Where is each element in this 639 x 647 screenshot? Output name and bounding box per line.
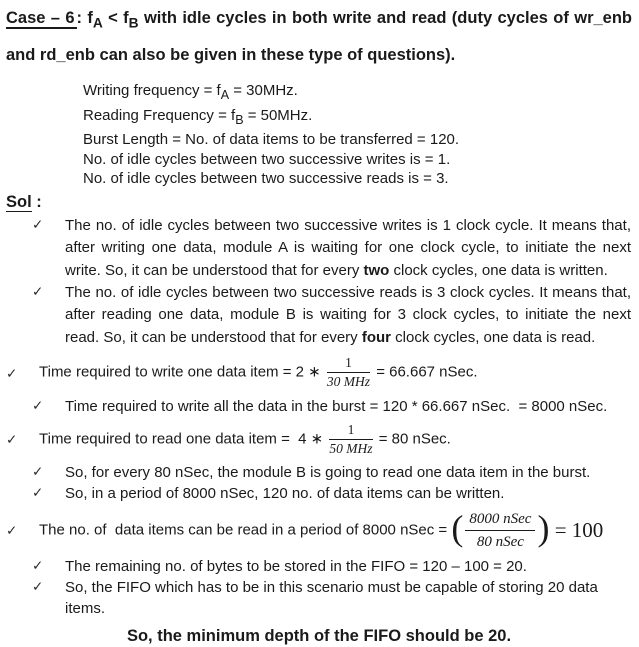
checkmark-icon: ✓ <box>32 284 44 300</box>
given-text: Reading Frequency = f <box>83 106 236 124</box>
fraction-denominator: 30 MHz <box>326 374 371 390</box>
checkmark-icon: ✓ <box>32 484 44 500</box>
page-title <box>6 2 632 72</box>
math-result: = 100 <box>549 517 604 542</box>
given-writing-frequency <box>83 81 632 106</box>
freq-b-subscript: B <box>128 15 139 31</box>
step-text <box>39 352 632 393</box>
checkmark-icon: ✓ <box>32 463 44 479</box>
solution-step-1 <box>32 215 632 282</box>
case-label-underlined: Case – 6 <box>6 9 75 27</box>
solution-step-5 <box>6 419 632 460</box>
step-text <box>65 282 632 349</box>
given-idle-write-cycles: No. of idle cycles between two successive writes is = 1. <box>83 150 451 168</box>
freq-a-subscript: A <box>220 88 230 103</box>
step-text <box>65 215 632 282</box>
step-segment: The no. of idle cycles between two successive writes is 1 clock cycle. It means that, after writing one data, module A is waiting for one clock cycle, to initiate the next write. So, it can be understood that for every <box>65 216 631 279</box>
freq-a-subscript: A <box>92 15 103 31</box>
right-parenthesis: ) <box>537 508 550 549</box>
given-idle-read-cycles: No. of idle cycles between two successive reads is = 3. <box>83 170 449 188</box>
solution-step-9 <box>32 556 632 577</box>
checkmark-icon: ✓ <box>32 557 44 573</box>
solution-heading <box>6 192 632 212</box>
fraction-denominator: 50 MHz <box>329 440 373 456</box>
fraction-denominator: 80 nSec <box>476 533 524 550</box>
checkmark-icon: ✓ <box>6 365 18 381</box>
step-segment: Time required to read one data item = 4 ∗ <box>39 430 328 448</box>
fraction <box>329 422 372 457</box>
solution-step-8 <box>6 507 632 554</box>
step-segment: clock cycles, one data is read. <box>391 328 596 346</box>
emphasized-word: two <box>363 261 390 279</box>
title-segment: : f <box>76 9 93 27</box>
step-text: So, for every 80 nSec, the module B is going to read one data item in the burst. <box>65 463 591 481</box>
fraction-numerator: 1 <box>329 422 372 440</box>
given-text: = 30MHz. <box>229 82 298 100</box>
step-text: So, the FIFO which has to be in this scenario must be capable of storing 20 data items. <box>65 578 598 617</box>
given-text: = 50MHz. <box>243 106 313 124</box>
given-burst-length: Burst Length = No. of data items to be transferred = 120. <box>83 131 460 149</box>
step-segment: The no. of idle cycles between two successive reads is 3 clock cycles. It means that, after reading one data, module B is waiting for 3 clock cycles, to initiate the next read. So, it can be understood that for every <box>65 284 631 346</box>
step-segment: Time required to write one data item = 2 ∗ <box>39 363 325 381</box>
fraction-numerator: 8000 nSec <box>465 510 535 531</box>
solution-step-6 <box>32 462 632 483</box>
step-segment: The no. of data items can be read in a period of 8000 nSec = <box>39 521 452 539</box>
step-text: Time required to write all the data in the burst = 120 * 66.667 nSec. = 8000 nSec. <box>65 397 608 415</box>
sol-colon: : <box>31 192 42 211</box>
left-parenthesis: ( <box>451 508 464 549</box>
step-segment: clock cycles, one data is written. <box>389 261 608 279</box>
step-text <box>39 507 632 554</box>
title-line-2: and rd_enb can also be given in these type of questions). <box>6 46 456 65</box>
solution-step-3 <box>6 352 632 393</box>
conclusion-text: So, the minimum depth of the FIFO should be 20. <box>126 626 512 645</box>
step-text: The remaining no. of bytes to be stored in the FIFO = 120 – 100 = 20. <box>65 557 527 575</box>
solution-step-2 <box>32 282 632 349</box>
solution-step-7 <box>32 483 632 504</box>
emphasized-word: four <box>361 328 392 346</box>
solution-step-10 <box>32 577 632 619</box>
solution-steps-list <box>6 215 632 619</box>
title-line-1 <box>6 2 632 39</box>
freq-b-subscript: B <box>235 112 244 127</box>
checkmark-icon: ✓ <box>32 397 44 413</box>
checkmark-icon: ✓ <box>32 578 44 594</box>
checkmark-icon: ✓ <box>6 523 18 539</box>
sol-label-underlined: Sol <box>6 192 32 211</box>
fraction <box>327 355 370 390</box>
checkmark-icon: ✓ <box>6 432 18 448</box>
fraction <box>465 510 535 551</box>
checkmark-icon: ✓ <box>32 216 44 232</box>
title-segment: with idle cycles in both write and read (duty cycles of wr_enb <box>138 9 633 27</box>
solution-step-4 <box>32 396 632 417</box>
step-segment: = 80 nSec. <box>374 430 451 448</box>
fraction-numerator: 1 <box>327 355 370 373</box>
step-text: So, in a period of 8000 nSec, 120 no. of data items can be written. <box>65 484 505 502</box>
step-segment: = 66.667 nSec. <box>372 363 478 381</box>
step-text <box>39 419 632 460</box>
given-text: Writing frequency = f <box>83 82 221 100</box>
given-data-list <box>83 81 632 189</box>
given-reading-frequency <box>83 106 632 131</box>
title-segment: < f <box>102 9 129 27</box>
